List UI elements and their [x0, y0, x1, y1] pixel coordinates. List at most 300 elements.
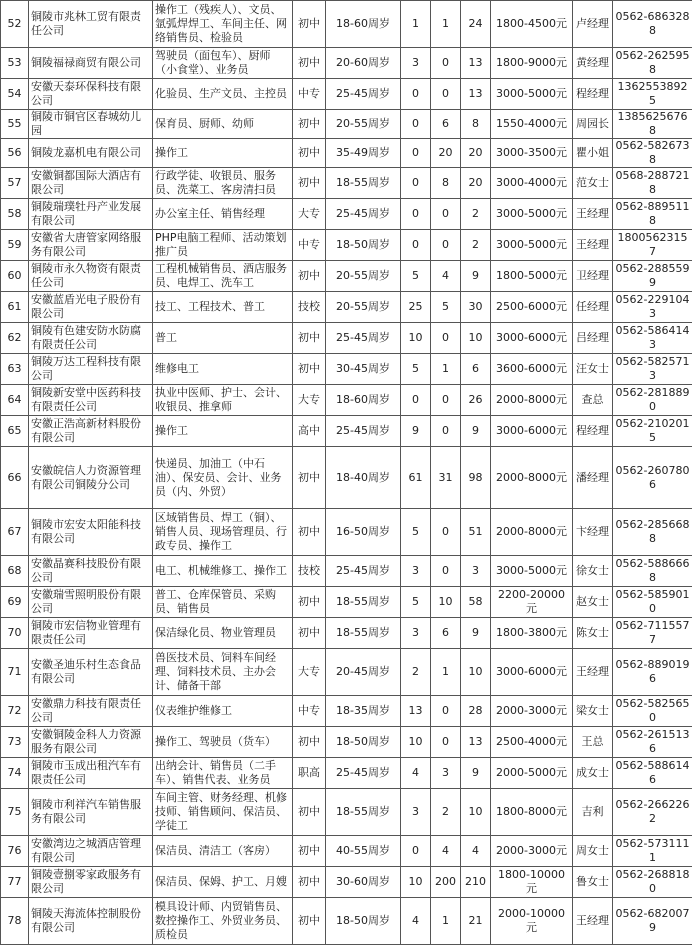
table-row — [1, 789, 692, 836]
age-range: 18-60周岁 — [326, 1, 401, 48]
age-range: 20-55周岁 — [326, 110, 401, 139]
contact-person: 汪女士 — [573, 354, 613, 385]
contact-person: 卞经理 — [573, 509, 613, 556]
contact-phone: 0562-5826738 — [613, 139, 692, 168]
salary-range: 2000-5000元 — [491, 758, 573, 789]
table-row — [1, 354, 692, 385]
table-row — [1, 898, 692, 945]
company-name: 铜陵市玉成出租汽车有限责任公司 — [29, 758, 153, 789]
row-number: 61 — [1, 292, 29, 323]
job-titles: 保洁绿化员、物业管理员 — [153, 618, 293, 649]
contact-person: 王经理 — [573, 230, 613, 261]
job-titles: 车间主管、财务经理、机修技师、销售顾问、保洁员、学徒工 — [153, 789, 293, 836]
education: 初中 — [293, 139, 326, 168]
total-count: 3 — [461, 556, 491, 587]
contact-person: 鲁女士 — [573, 867, 613, 898]
salary-range: 3000-4000元 — [491, 168, 573, 199]
male-count: 5 — [401, 509, 431, 556]
female-count: 0 — [431, 230, 461, 261]
company-name: 铜陵壹捌零家政服务有限公司 — [29, 867, 153, 898]
total-count: 13 — [461, 48, 491, 79]
male-count: 25 — [401, 292, 431, 323]
row-number: 53 — [1, 48, 29, 79]
total-count: 2 — [461, 199, 491, 230]
male-count: 1 — [401, 1, 431, 48]
table-row — [1, 168, 692, 199]
contact-phone: 13856256768 — [613, 110, 692, 139]
table-row — [1, 48, 692, 79]
table-row — [1, 261, 692, 292]
total-count: 20 — [461, 139, 491, 168]
female-count: 1 — [431, 1, 461, 48]
age-range: 20-55周岁 — [326, 292, 401, 323]
contact-person: 卢经理 — [573, 1, 613, 48]
company-name: 铜陵瑞璞牡丹产业发展有限公司 — [29, 199, 153, 230]
job-titles: 普工、仓库保管员、采购员、销售员 — [153, 587, 293, 618]
salary-range: 1800-3800元 — [491, 618, 573, 649]
job-titles: 驾驶员（面包车）、厨师（小食堂）、业务员 — [153, 48, 293, 79]
education: 高中 — [293, 416, 326, 447]
total-count: 58 — [461, 587, 491, 618]
age-range: 25-45周岁 — [326, 416, 401, 447]
male-count: 0 — [401, 79, 431, 110]
contact-phone: 0562-2625958 — [613, 48, 692, 79]
total-count: 13 — [461, 727, 491, 758]
table-row — [1, 230, 692, 261]
female-count: 0 — [431, 509, 461, 556]
contact-person: 成女士 — [573, 758, 613, 789]
contact-phone: 0562-2662262 — [613, 789, 692, 836]
education: 技校 — [293, 556, 326, 587]
row-number: 68 — [1, 556, 29, 587]
education: 初中 — [293, 509, 326, 556]
salary-range: 2000-8000元 — [491, 385, 573, 416]
company-name: 铜陵万达工程科技有限公司 — [29, 354, 153, 385]
company-name: 安徽正浩高新材料股份有限公司 — [29, 416, 153, 447]
total-count: 10 — [461, 323, 491, 354]
female-count: 6 — [431, 618, 461, 649]
contact-person: 任经理 — [573, 292, 613, 323]
salary-range: 3000-6000元 — [491, 416, 573, 447]
age-range: 18-40周岁 — [326, 447, 401, 509]
table-row — [1, 727, 692, 758]
contact-person: 程经理 — [573, 416, 613, 447]
female-count: 4 — [431, 836, 461, 867]
job-titles: 执业中医师、护士、会计、收银员、推拿师 — [153, 385, 293, 416]
contact-phone: 0562-5859010 — [613, 587, 692, 618]
contact-phone: 18005623157 — [613, 230, 692, 261]
male-count: 10 — [401, 323, 431, 354]
female-count: 200 — [431, 867, 461, 898]
age-range: 18-55周岁 — [326, 618, 401, 649]
table-row — [1, 416, 692, 447]
salary-range: 3000-5000元 — [491, 230, 573, 261]
age-range: 25-45周岁 — [326, 323, 401, 354]
contact-phone: 0562-7115577 — [613, 618, 692, 649]
contact-person: 徐女士 — [573, 556, 613, 587]
salary-range: 3000-6000元 — [491, 323, 573, 354]
table-row — [1, 292, 692, 323]
education: 初中 — [293, 618, 326, 649]
female-count: 2 — [431, 789, 461, 836]
contact-phone: 0562-2688180 — [613, 867, 692, 898]
table-row — [1, 385, 692, 416]
job-titles: 办公室主任、销售经理 — [153, 199, 293, 230]
salary-range: 2000-3000元 — [491, 836, 573, 867]
row-number: 71 — [1, 649, 29, 696]
company-name: 安徽湾边之城酒店管理有限公司 — [29, 836, 153, 867]
row-number: 66 — [1, 447, 29, 509]
total-count: 10 — [461, 649, 491, 696]
job-titles: 操作工（残疾人）、文员、氩弧焊焊工、车间主任、网络销售员、检验员 — [153, 1, 293, 48]
row-number: 76 — [1, 836, 29, 867]
total-count: 6 — [461, 354, 491, 385]
contact-person: 吉利 — [573, 789, 613, 836]
total-count: 13 — [461, 79, 491, 110]
row-number: 75 — [1, 789, 29, 836]
total-count: 51 — [461, 509, 491, 556]
salary-range: 1800-5000元 — [491, 261, 573, 292]
female-count: 0 — [431, 48, 461, 79]
company-name: 安徽铜都国际大酒店有限公司 — [29, 168, 153, 199]
salary-range: 2500-6000元 — [491, 292, 573, 323]
job-titles: PHP电脑工程师、活动策划推广员 — [153, 230, 293, 261]
contact-person: 王经理 — [573, 199, 613, 230]
male-count: 61 — [401, 447, 431, 509]
female-count: 20 — [431, 139, 461, 168]
male-count: 2 — [401, 649, 431, 696]
row-number: 62 — [1, 323, 29, 354]
salary-range: 2000-8000元 — [491, 509, 573, 556]
salary-range: 2000-8000元 — [491, 447, 573, 509]
company-name: 安徽鼎力科技有限责任公司 — [29, 696, 153, 727]
contact-person: 黄经理 — [573, 48, 613, 79]
contact-phone: 0562-5825650 — [613, 696, 692, 727]
education: 初中 — [293, 354, 326, 385]
age-range: 18-50周岁 — [326, 230, 401, 261]
salary-range: 3000-5000元 — [491, 199, 573, 230]
total-count: 8 — [461, 110, 491, 139]
female-count: 31 — [431, 447, 461, 509]
male-count: 5 — [401, 261, 431, 292]
total-count: 9 — [461, 758, 491, 789]
female-count: 1 — [431, 898, 461, 945]
contact-phone: 0562-5886146 — [613, 758, 692, 789]
salary-range: 2000-3000元 — [491, 696, 573, 727]
female-count: 0 — [431, 727, 461, 758]
education: 初中 — [293, 168, 326, 199]
contact-phone: 0562-6863288 — [613, 1, 692, 48]
row-number: 54 — [1, 79, 29, 110]
age-range: 18-55周岁 — [326, 168, 401, 199]
salary-range: 2200-20000元 — [491, 587, 573, 618]
job-titles: 操作工 — [153, 416, 293, 447]
company-name: 安徽天泰环保科技有限公司 — [29, 79, 153, 110]
education: 初中 — [293, 836, 326, 867]
total-count: 26 — [461, 385, 491, 416]
male-count: 0 — [401, 110, 431, 139]
table-row — [1, 139, 692, 168]
row-number: 67 — [1, 509, 29, 556]
contact-person: 王经理 — [573, 898, 613, 945]
job-titles: 操作工 — [153, 139, 293, 168]
job-titles: 化验员、生产文员、主控员 — [153, 79, 293, 110]
male-count: 0 — [401, 230, 431, 261]
job-titles: 保育员、厨师、幼师 — [153, 110, 293, 139]
table-row — [1, 696, 692, 727]
row-number: 78 — [1, 898, 29, 945]
age-range: 25-45周岁 — [326, 556, 401, 587]
row-number: 70 — [1, 618, 29, 649]
row-number: 69 — [1, 587, 29, 618]
education: 职高 — [293, 758, 326, 789]
contact-phone: 0562-2291043 — [613, 292, 692, 323]
row-number: 56 — [1, 139, 29, 168]
age-range: 18-60周岁 — [326, 385, 401, 416]
age-range: 20-60周岁 — [326, 48, 401, 79]
row-number: 77 — [1, 867, 29, 898]
education: 中专 — [293, 230, 326, 261]
contact-phone: 0562-2102015 — [613, 416, 692, 447]
contact-person: 范女士 — [573, 168, 613, 199]
job-titles: 行政学徒、收银员、服务员、洗菜工、客房清扫员 — [153, 168, 293, 199]
age-range: 30-60周岁 — [326, 867, 401, 898]
age-range: 25-45周岁 — [326, 199, 401, 230]
age-range: 18-35周岁 — [326, 696, 401, 727]
row-number: 57 — [1, 168, 29, 199]
contact-phone: 0562-2856688 — [613, 509, 692, 556]
age-range: 35-49周岁 — [326, 139, 401, 168]
row-number: 65 — [1, 416, 29, 447]
salary-range: 3000-5000元 — [491, 556, 573, 587]
female-count: 0 — [431, 696, 461, 727]
table-row — [1, 509, 692, 556]
education: 初中 — [293, 727, 326, 758]
row-number: 73 — [1, 727, 29, 758]
table-row — [1, 836, 692, 867]
company-name: 安徽省大唐管家网络服务有限公司 — [29, 230, 153, 261]
company-name: 铜陵市宏信物业管理有限责任公司 — [29, 618, 153, 649]
education: 大专 — [293, 199, 326, 230]
male-count: 0 — [401, 139, 431, 168]
company-name: 铜陵有色建安防水防腐有限责任公司 — [29, 323, 153, 354]
male-count: 3 — [401, 618, 431, 649]
table-row — [1, 447, 692, 509]
salary-range: 2500-4000元 — [491, 727, 573, 758]
contact-person: 王经理 — [573, 649, 613, 696]
age-range: 40-55周岁 — [326, 836, 401, 867]
contact-person: 潘经理 — [573, 447, 613, 509]
age-range: 25-45周岁 — [326, 79, 401, 110]
company-name: 安徽蓝盾光电子股份有限公司 — [29, 292, 153, 323]
education: 中专 — [293, 79, 326, 110]
contact-person: 周女士 — [573, 836, 613, 867]
female-count: 0 — [431, 416, 461, 447]
job-titles: 模具设计师、内贸销售员、数控操作工、外贸业务员、质检员 — [153, 898, 293, 945]
table-row — [1, 199, 692, 230]
male-count: 10 — [401, 727, 431, 758]
male-count: 10 — [401, 867, 431, 898]
education: 初中 — [293, 323, 326, 354]
table-row — [1, 758, 692, 789]
total-count: 9 — [461, 261, 491, 292]
salary-range: 3600-6000元 — [491, 354, 573, 385]
contact-phone: 0562-2885599 — [613, 261, 692, 292]
job-titles: 普工 — [153, 323, 293, 354]
education: 大专 — [293, 649, 326, 696]
female-count: 0 — [431, 385, 461, 416]
female-count: 10 — [431, 587, 461, 618]
contact-phone: 0562-8890196 — [613, 649, 692, 696]
age-range: 25-45周岁 — [326, 758, 401, 789]
male-count: 5 — [401, 587, 431, 618]
age-range: 18-50周岁 — [326, 898, 401, 945]
total-count: 9 — [461, 416, 491, 447]
company-name: 安徽圣迪乐村生态食品有限公司 — [29, 649, 153, 696]
female-count: 0 — [431, 199, 461, 230]
table-row — [1, 1, 692, 48]
education: 中专 — [293, 696, 326, 727]
contact-phone: 0568-2887218 — [613, 168, 692, 199]
row-number: 59 — [1, 230, 29, 261]
age-range: 30-45周岁 — [326, 354, 401, 385]
contact-phone: 0562-6820079 — [613, 898, 692, 945]
table-row — [1, 110, 692, 139]
salary-range: 3000-3500元 — [491, 139, 573, 168]
male-count: 5 — [401, 354, 431, 385]
total-count: 210 — [461, 867, 491, 898]
job-titles: 技工、工程技术、普工 — [153, 292, 293, 323]
female-count: 8 — [431, 168, 461, 199]
row-number: 58 — [1, 199, 29, 230]
total-count: 28 — [461, 696, 491, 727]
male-count: 13 — [401, 696, 431, 727]
job-titles: 区域销售员、焊工（铜）、销售人员、现场管理员、行政专员、操作工 — [153, 509, 293, 556]
contact-person: 查总 — [573, 385, 613, 416]
male-count: 3 — [401, 556, 431, 587]
education: 技校 — [293, 292, 326, 323]
row-number: 74 — [1, 758, 29, 789]
male-count: 3 — [401, 48, 431, 79]
male-count: 9 — [401, 416, 431, 447]
education: 初中 — [293, 587, 326, 618]
total-count: 4 — [461, 836, 491, 867]
table-row — [1, 556, 692, 587]
company-name: 铜陵市铜官区春城幼儿园 — [29, 110, 153, 139]
total-count: 2 — [461, 230, 491, 261]
job-titles: 保洁员、清洁工（客房） — [153, 836, 293, 867]
company-name: 铜陵市利祥汽车销售服务有限公司 — [29, 789, 153, 836]
job-titles: 维修电工 — [153, 354, 293, 385]
male-count: 4 — [401, 898, 431, 945]
job-titles: 工程机械销售员、酒店服务员、电焊工、洗车工 — [153, 261, 293, 292]
male-count: 4 — [401, 758, 431, 789]
female-count: 0 — [431, 79, 461, 110]
contact-phone: 0562-5825713 — [613, 354, 692, 385]
male-count: 0 — [401, 385, 431, 416]
contact-phone: 0562-5864143 — [613, 323, 692, 354]
age-range: 16-50周岁 — [326, 509, 401, 556]
company-name: 铜陵龙嘉机电有限公司 — [29, 139, 153, 168]
table-row — [1, 649, 692, 696]
job-titles: 电工、机械维修工、操作工 — [153, 556, 293, 587]
male-count: 3 — [401, 789, 431, 836]
company-name: 铜陵市永久物资有限责任公司 — [29, 261, 153, 292]
job-titles: 出纳会计、销售员（二手车）、销售代表、业务员 — [153, 758, 293, 789]
contact-phone: 0562-2615136 — [613, 727, 692, 758]
contact-person: 吕经理 — [573, 323, 613, 354]
age-range: 18-55周岁 — [326, 587, 401, 618]
company-name: 安徽瑞雪照明股份有限公司 — [29, 587, 153, 618]
education: 初中 — [293, 867, 326, 898]
male-count: 0 — [401, 168, 431, 199]
job-titles: 仪表维护维修工 — [153, 696, 293, 727]
company-name: 铜陵新安堂中医药科技有限责任公司 — [29, 385, 153, 416]
education: 初中 — [293, 898, 326, 945]
company-name: 安徽铜陵金科人力资源服务有限公司 — [29, 727, 153, 758]
contact-phone: 0562-8895118 — [613, 199, 692, 230]
job-titles: 操作工、驾驶员（货车） — [153, 727, 293, 758]
job-titles: 兽医技术员、饲料车间经理、饲料技术员、主办会计、储备干部 — [153, 649, 293, 696]
age-range: 20-45周岁 — [326, 649, 401, 696]
contact-phone: 0562-5886668 — [613, 556, 692, 587]
education: 初中 — [293, 447, 326, 509]
male-count: 0 — [401, 836, 431, 867]
row-number: 60 — [1, 261, 29, 292]
age-range: 20-55周岁 — [326, 261, 401, 292]
job-titles: 保洁员、保姆、护工、月嫂 — [153, 867, 293, 898]
contact-person: 卫经理 — [573, 261, 613, 292]
total-count: 20 — [461, 168, 491, 199]
contact-phone: 13625538925 — [613, 79, 692, 110]
row-number: 63 — [1, 354, 29, 385]
salary-range: 1800-9000元 — [491, 48, 573, 79]
table-row — [1, 618, 692, 649]
female-count: 6 — [431, 110, 461, 139]
contact-person: 王总 — [573, 727, 613, 758]
contact-phone: 0562-2607806 — [613, 447, 692, 509]
row-number: 72 — [1, 696, 29, 727]
salary-range: 3000-5000元 — [491, 79, 573, 110]
company-name: 铜陵天海流体控制股份有限公司 — [29, 898, 153, 945]
company-name: 安徽晶赛科技股份有限公司 — [29, 556, 153, 587]
salary-range: 1550-4000元 — [491, 110, 573, 139]
salary-range: 1800-4500元 — [491, 1, 573, 48]
education: 初中 — [293, 789, 326, 836]
company-name: 安徽皖信人力资源管理有限公司铜陵分公司 — [29, 447, 153, 509]
contact-person: 梁女士 — [573, 696, 613, 727]
female-count: 1 — [431, 354, 461, 385]
contact-person: 周园长 — [573, 110, 613, 139]
table-row — [1, 323, 692, 354]
education: 初中 — [293, 110, 326, 139]
company-name: 铜陵市兆林工贸有限责任公司 — [29, 1, 153, 48]
education: 大专 — [293, 385, 326, 416]
age-range: 18-55周岁 — [326, 789, 401, 836]
contact-person: 赵女士 — [573, 587, 613, 618]
row-number: 64 — [1, 385, 29, 416]
total-count: 24 — [461, 1, 491, 48]
total-count: 30 — [461, 292, 491, 323]
salary-range: 2000-10000元 — [491, 898, 573, 945]
salary-range: 1800-10000元 — [491, 867, 573, 898]
female-count: 3 — [431, 758, 461, 789]
education: 初中 — [293, 1, 326, 48]
education: 初中 — [293, 48, 326, 79]
age-range: 18-50周岁 — [326, 727, 401, 758]
total-count: 9 — [461, 618, 491, 649]
male-count: 0 — [401, 199, 431, 230]
